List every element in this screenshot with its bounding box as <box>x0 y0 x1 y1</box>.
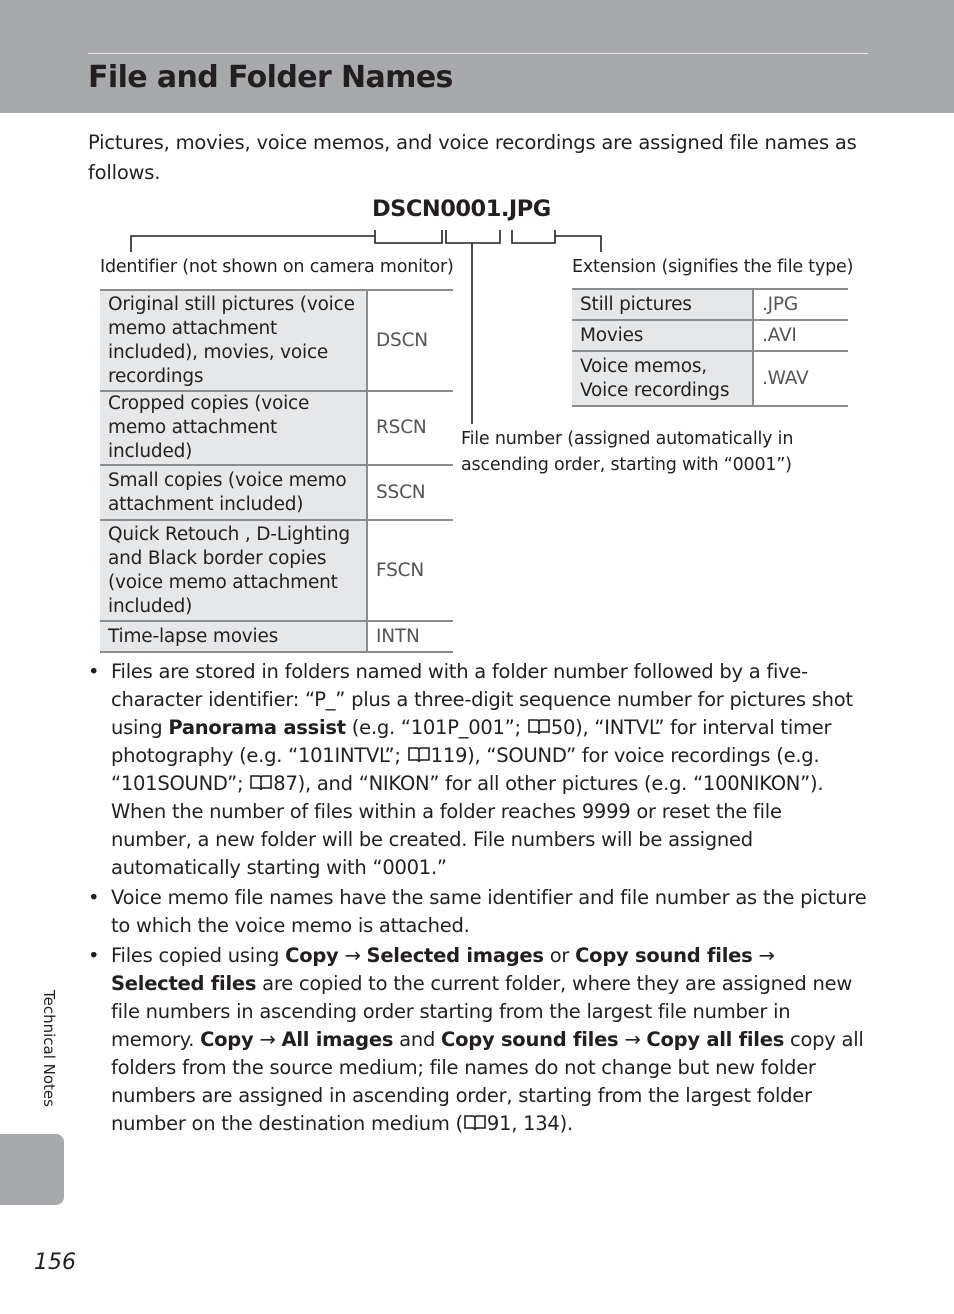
table-row <box>100 520 453 621</box>
arrow-icon: → <box>618 1028 647 1051</box>
file-number-caption-line: ascending order, starting with “0001”) <box>461 455 792 475</box>
file-number-caption-line: File number (assigned automatically in <box>461 429 794 449</box>
book-reference-icon <box>249 772 273 790</box>
file-number-caption <box>461 426 793 478</box>
identifier-label: Quick Retouch , D-Lighting and Black border copies (voice memo attachment included) <box>100 520 367 621</box>
note-text: Files copied using <box>111 944 286 967</box>
arrow-icon: → <box>253 1028 282 1051</box>
note-bold: Selected images <box>366 944 544 967</box>
note-text: 91, 134). <box>486 1112 573 1135</box>
list-item <box>88 884 868 940</box>
identifier-code: DSCN <box>376 329 428 351</box>
note-text: copy all folders from the source medium; file names do not change but new folder numbers are assigned in ascending order, starting from the largest folder number on the destination medium ( <box>111 1028 864 1135</box>
bullet: • <box>88 944 100 967</box>
note-bold: Panorama assist <box>168 716 346 739</box>
extension-label: Voice memos, Voice recordings <box>572 351 753 406</box>
note-bold: All images <box>281 1028 394 1051</box>
extension-leader <box>555 236 601 252</box>
identifier-code: RSCN <box>376 417 427 438</box>
note-text: are copied to the current folder, where they are assigned new file numbers in ascending order starting from the largest file number in memory. <box>111 972 853 1051</box>
note-bold: Copy <box>285 944 339 967</box>
note-text: (e.g. “101P_001”; <box>345 716 527 739</box>
note-bold: Copy sound files <box>575 944 753 967</box>
extension-code: .AVI <box>762 324 797 346</box>
arrow-icon: → <box>338 944 367 967</box>
page-number: 156 <box>34 1250 76 1275</box>
page-title: File and Folder Names <box>88 60 453 95</box>
table-row <box>572 289 848 320</box>
note-text: Voice memo file names have the same identifier and file number as the picture to which the voice memo is attached. <box>111 886 867 937</box>
note-bold: Copy sound files <box>441 1028 619 1051</box>
table-row <box>572 320 848 351</box>
note-bold: Selected files <box>111 972 257 995</box>
identifier-caption: Identifier (not shown on camera monitor) <box>100 257 454 277</box>
arrow-icon: → <box>752 944 775 967</box>
table-row <box>100 465 453 520</box>
identifier-label: Original still pictures (voice memo attachment included), movies, voice recordings <box>100 290 367 391</box>
identifier-code: FSCN <box>376 559 425 581</box>
bullet: • <box>88 886 100 909</box>
book-reference-icon <box>527 716 551 734</box>
table-row <box>100 391 453 465</box>
intro-paragraph: Pictures, movies, voice memos, and voice recordings are assigned file names as follows. <box>88 131 857 184</box>
file-number-bracket <box>446 230 500 243</box>
note-text: 119), “SOUND” for voice recordings (e.g. “101SOUND”; <box>111 744 820 795</box>
identifier-label: Time-lapse movies <box>100 621 367 652</box>
list-item <box>88 942 868 1138</box>
identifier-label: Cropped copies (voice memo attachment included) <box>100 391 367 465</box>
note-text: or <box>543 944 576 967</box>
note-text: Files are stored in folders named with a folder number followed by a five-character identifier: “P_” plus a three-digit sequence number for pictures shot using <box>111 660 853 739</box>
table-row <box>100 290 453 391</box>
extension-label: Movies <box>572 320 753 351</box>
identifier-bracket <box>375 230 442 243</box>
table-row <box>100 621 453 652</box>
extension-label: Still pictures <box>572 289 753 320</box>
note-text: 87), and “NIKON” for all other pictures (e.g. “100NIKON”). When the number of files within a folder reaches 9999 or reset the file number, a new folder will be created. File numbers will be assigned automatically starting with “0001.” <box>111 772 824 879</box>
book-reference-icon <box>463 1112 487 1130</box>
extension-table <box>572 288 848 407</box>
extension-caption: Extension (signifies the file type) <box>572 257 854 277</box>
list-item <box>88 658 868 882</box>
extension-bracket <box>512 230 555 243</box>
example-filename: DSCN0001.JPG <box>372 196 551 222</box>
identifier-leader <box>131 236 375 252</box>
table-row <box>572 351 848 406</box>
identifier-label: Small copies (voice memo attachment included) <box>100 465 367 520</box>
section-tab <box>0 1134 64 1205</box>
book-reference-icon <box>407 744 431 762</box>
section-tab-label: Technical Notes <box>40 990 58 1107</box>
note-text: and <box>393 1028 442 1051</box>
identifier-table <box>100 289 453 653</box>
note-bold: Copy <box>200 1028 254 1051</box>
identifier-code: INTN <box>376 625 420 647</box>
bullet: • <box>88 660 100 683</box>
note-text: 50), “INTVL” for interval timer photography (e.g. “101INTVL”; <box>111 716 832 767</box>
extension-code: .WAV <box>762 367 809 389</box>
notes-list <box>88 658 868 1140</box>
identifier-code: SSCN <box>376 481 426 503</box>
note-bold: Copy all files <box>646 1028 785 1051</box>
extension-code: .JPG <box>762 293 799 315</box>
